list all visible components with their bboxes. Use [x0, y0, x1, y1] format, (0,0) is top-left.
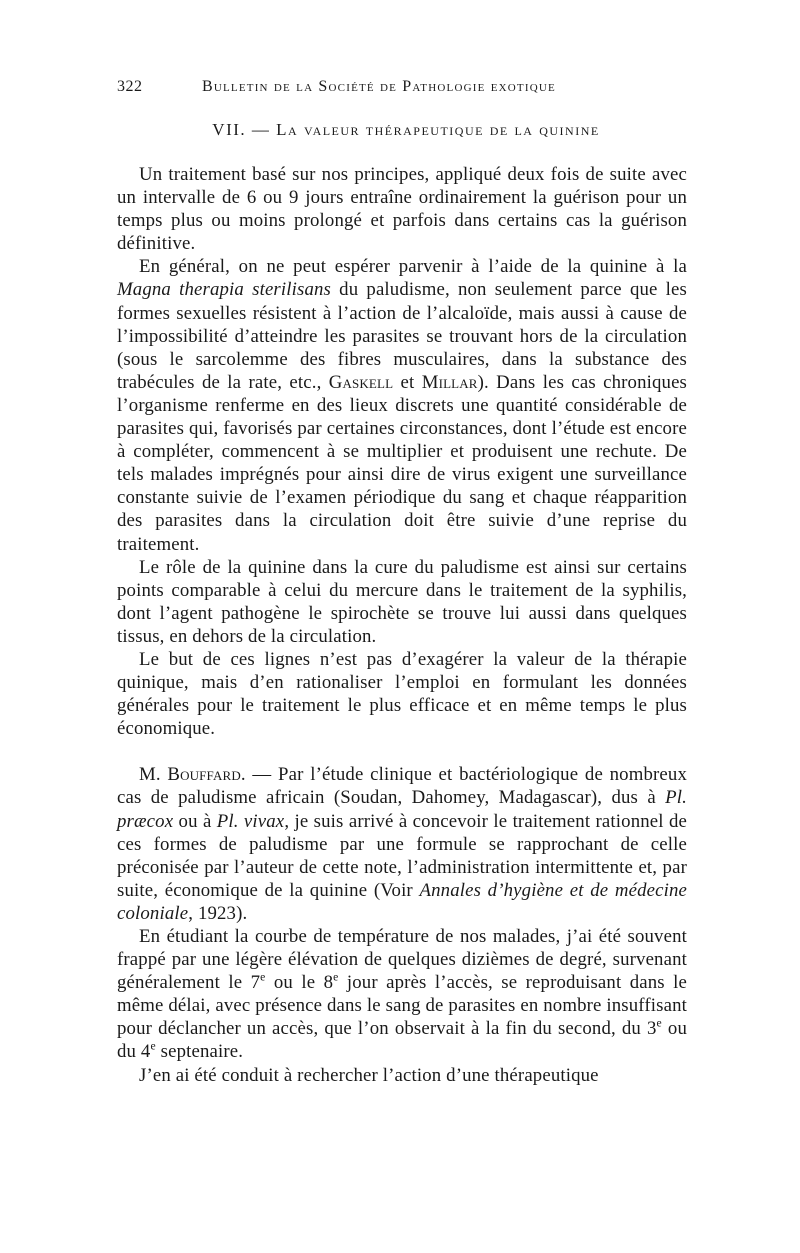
paragraph-4: Le but de ces lignes n’est pas d’exagérer la valeur de la thérapie quinique, mais d’en rationaliser l’emploi en formulant les données générales pour le traitement le plus efficace et en même temps le plus économique. [117, 648, 687, 740]
text-run: ). Dans les cas chroniques l’organisme renferme en des lieux discrets une quantité considérable de parasites qui, favorisés par certaines circonstances, dont l’étude est encore à compléter, commencent à se multiplier et produisent une rechute. De tels malades imprégnés pour ainsi dire de virus exigent une surveillance constante suivie de l’examen périodique du sang et chaque réapparition des parasites dans la circulation doit être suivie d’une reprise du traitement. [117, 371, 688, 555]
text-run: M. [139, 764, 168, 786]
speaker-name: Bouffard [167, 764, 241, 786]
text-run: et [393, 371, 422, 393]
text-run: ou du 4 [117, 1018, 687, 1063]
text-run: En général, on ne peut espérer parvenir à l’aide de la quinine à la [139, 256, 687, 278]
paragraph-6 [117, 925, 687, 1064]
ordinal-superscript: e [333, 970, 339, 984]
ordinal-superscript: e [150, 1040, 156, 1054]
section-title: VII. — La valeur thérapeutique de la quinine [212, 120, 600, 139]
paragraph-5 [117, 763, 687, 925]
italic-term: Magna therapia sterilisans [117, 279, 331, 301]
author-name: Millar [421, 371, 478, 393]
text-run: , je suis arrivé à concevoir le traitement rationnel de ces formes de paludisme par une formule se rapprochant de celle préconisée par l’auteur de cette note, l’administration intermittente et, par suite, économique de la quinine (Voir [117, 810, 687, 901]
text-run: septenaire. [155, 1041, 244, 1063]
text-run: ou le 8 [265, 972, 334, 994]
paragraph-3: Le rôle de la quinine dans la cure du paludisme est ainsi sur certains points comparable à celui du mercure dans le traitement de la syphilis, dont l’agent pathogène le spirochète se trouve lui aussi dans quelques tissus, en dehors de la circulation. [117, 556, 687, 647]
ordinal-superscript: e [656, 1017, 662, 1031]
text-run: du paludisme, non seulement parce que les formes sexuelles résistent à l’action de l’alcaloïde, mais aussi à cause de l’impossibilité d’atteindre les parasites se trouvant hors de la circulation (sous le sarcolemme des fibres musculaires, dans la substance des trabécules de la rate, etc., [117, 279, 687, 393]
text-run: jour après l’accès, se reproduisant dans le même délai, avec présence dans le sang de parasites en nombre insuffisant pour déclancher un accès, que l’on observait à la fin du second, du 3 [117, 972, 687, 1040]
text-run: , 1923). [188, 902, 248, 924]
body-text [117, 163, 687, 1087]
paragraph-1: Un traitement basé sur nos principes, appliqué deux fois de suite avec un intervalle de 6 ou 9 jours entraîne ordinairement la guérison pour un temps plus ou moins prolongé et parfois dans certains cas la guérison définitive. [117, 164, 687, 255]
journal-citation: Annales d’hygiène et de médecine coloniale [117, 879, 687, 924]
text-run: . — Par l’étude clinique et bactériologique de nombreux cas de paludisme africain (Soudan, Dahomey, Madagascar), dus à [117, 764, 687, 809]
paragraph-7: J’en ai été conduit à rechercher l’action d’une thérapeutique [139, 1064, 599, 1086]
text-run: En étudiant la courbe de température de nos malades, j’ai été souvent frappé par une légère élévation de quelques dizièmes de degré, survenant généralement le 7 [117, 926, 687, 994]
ordinal-superscript: e [260, 970, 266, 984]
author-name: Gaskell [328, 371, 394, 393]
italic-term: Pl. vivax [216, 810, 285, 832]
text-run: ou à [173, 810, 217, 832]
italic-term: Pl. præcox [117, 787, 687, 832]
page-number: 322 [117, 78, 143, 95]
running-title: Bulletin de la Société de Pathologie exotique [202, 78, 556, 95]
paragraph-2 [117, 255, 687, 555]
page-header [117, 78, 687, 102]
